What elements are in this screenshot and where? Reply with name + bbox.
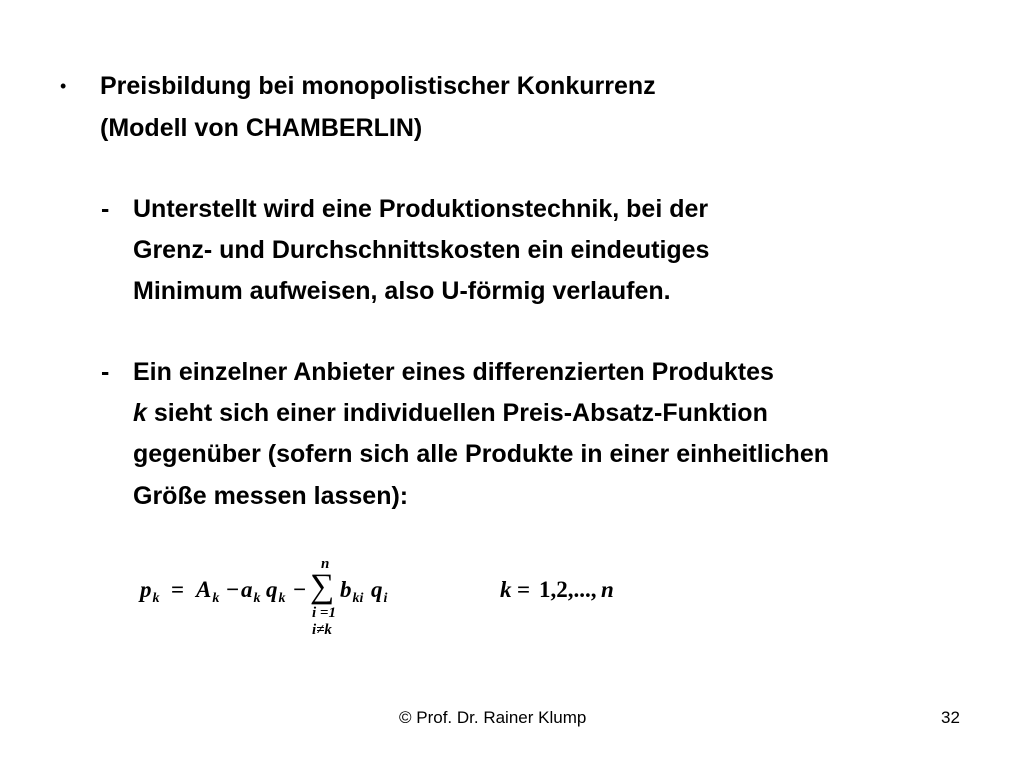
sum-lower-limit-2: i≠k [312, 622, 332, 638]
variable-k: k [133, 399, 147, 427]
formula-minus-2: − [293, 577, 307, 602]
sum-lower-limit-1: i =1 [312, 605, 336, 621]
point2-line-3: gegenüber (sofern sich alle Produkte in einer einheitlichen [133, 440, 829, 468]
formula-q: $q_k$ [266, 577, 286, 606]
point2-line-1: Ein einzelner Anbieter eines differenzierten Produktes [133, 358, 774, 386]
bullet-icon: • [60, 76, 67, 96]
point2-line-2-text: sieht sich einer individuellen Preis-Absatz-Funktion [146, 399, 768, 427]
dash-2: - [101, 358, 110, 386]
formula-a: $a_k$ [241, 577, 261, 606]
point2-line-2 [133, 398, 768, 428]
heading-line-2: (Modell von CHAMBERLIN) [100, 114, 423, 142]
point1-line-2: Grenz- und Durchschnittskosten ein eindeutiges [133, 236, 710, 264]
formula-A: $A_k$ [196, 577, 220, 606]
range-n: n [601, 577, 614, 602]
point1-line-1: Unterstellt wird eine Produktionstechnik, bei der [133, 195, 709, 223]
range-k: k [500, 577, 512, 602]
index-range [500, 556, 640, 646]
sum-symbol: ∑ [310, 568, 335, 605]
range-values: 1,2,..., [539, 577, 597, 602]
footer-copyright: © Prof. Dr. Rainer Klump [399, 708, 587, 727]
dash-1: - [101, 195, 110, 223]
heading-line-1: Preisbildung bei monopolistischer Konkurrenz [100, 72, 656, 100]
range-equals: = [517, 577, 531, 602]
formula-b: $b_{ki}$ [340, 577, 364, 606]
formula-minus-1: − [226, 577, 240, 602]
page-number: 32 [941, 708, 960, 727]
sum-upper-limit: n [321, 556, 330, 572]
point1-line-3: Minimum aufweisen, also U-förmig verlaufen. [133, 277, 671, 305]
formula-q-i: $q_i$ [371, 577, 388, 606]
formula-equals: = [171, 577, 185, 602]
point2-line-4: Größe messen lassen): [133, 482, 409, 510]
formula-lhs: $p_k$ [140, 577, 160, 606]
